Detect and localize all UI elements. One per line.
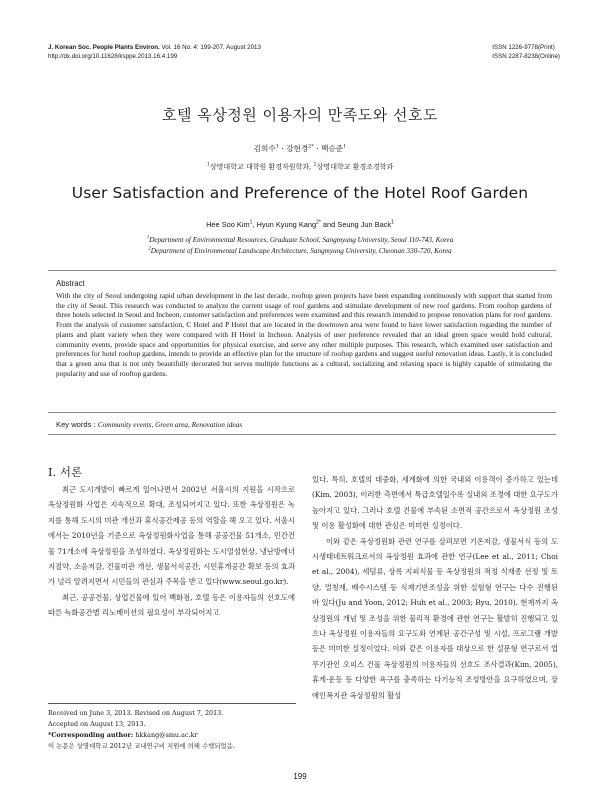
aff-sup: 2 [148, 246, 151, 252]
page-number: 199 [293, 772, 307, 781]
doi-link[interactable]: http://dx.doi.org/10.11628/ksppe.2013.16.4.199 [48, 53, 178, 60]
body-paragraph: 이와 같은 옥상정원화 관련 연구를 살펴보면 기온저감, 생물서식 등의 도시생태네트워크로서의 옥상정원 효과에 관한 연구(Lee et al., 2011; Choi et al., 2004), 세덤류, 상록 지피식물 등 옥상정원의 적정 식재종 선정 및 토양, 멀칭재, 배수시스템 등 식재기반조성을 위한 실험형 연구는 다수 진행된 바 있다(Ju and Yoon, 2012; Huh et al., 2003; Ryu, 2010). 현재까지 옥상정원의 개념 및 조성을 위한 물리적 환경에 관한 연구는 활발히 진행되고 있으나 옥상정원 이용자들의 요구도와 연계된 공간구성 및 시설, 프로그램 개발 등은 미미한 실정이었다. 이와 같은 이용자를 대상으로 한 설문형 연구로서 업무기관인 오피스 건물 옥상정원의 이용자들의 선호도 조사결과(Kim, 2005), 휴게·운동 등 다양한 욕구를 충족하는 다기능적 조성방안을 요구하였으며, 장애인복지관 옥상정원의 활성 [312, 536, 558, 700]
author-en: Seung Jun Back [337, 220, 392, 229]
volume-info: Vol. 16 No. 4: 199-207, August 2013 [161, 44, 261, 51]
affiliation-en-line [0, 235, 600, 246]
affiliation-ko: 상명대학교 대학원 환경자원학과, [209, 163, 314, 171]
footnote-rule [48, 703, 296, 704]
title-english: User Satisfaction and Preference of the Hotel Roof Garden [71, 184, 529, 202]
affiliation-en-line [0, 246, 600, 257]
affiliation-ko: 상명대학교 환경조경학과 [316, 163, 394, 171]
author-joiner: , [252, 220, 257, 229]
aff-sup: 1 [146, 235, 150, 241]
author-ko: 백승준 [321, 144, 344, 153]
keywords-top-rule [48, 412, 556, 413]
keywords-bottom-rule [48, 434, 556, 435]
affiliation-en: Department of Environmental Resources, Graduate School, Sangmyung University, Seoul 110-743, Korea [149, 236, 454, 244]
funding-note: 이 논문은 상명대학교 2012년 교내연구비 지원에 의해 수행되었음. [48, 742, 235, 750]
author-ko: 김희수 [253, 144, 276, 153]
issn-block [492, 43, 560, 61]
keywords-value: Community events, Green area, Renovation ideas [97, 420, 243, 429]
section-heading: Ⅰ. 서론 [48, 465, 83, 479]
affiliations-korean [0, 162, 600, 172]
author-sup: 1 [249, 219, 253, 226]
author-sup: 2* [308, 143, 314, 150]
author-sup: 1 [343, 143, 347, 150]
keywords-label: Key words : [56, 420, 98, 429]
keywords-line [56, 420, 242, 429]
abstract-heading: Abstract [56, 279, 85, 288]
author-sup: 1 [391, 219, 394, 226]
author-sup: 2* [316, 219, 321, 226]
authors-korean [0, 143, 600, 154]
author-joiner: and [320, 220, 338, 229]
received-date: Received on June 3, 2013. Revised on August 7, 2013. [48, 709, 224, 717]
issn-print: ISSN 1226-9778(Print) [492, 44, 555, 51]
corresponding-label: *Corresponding author: [48, 731, 136, 739]
title-korean: 호텔 옥상정원 이용자의 만족도와 선호도 [162, 106, 438, 124]
abstract-body: With the city of Seoul undergoing rapid urban development in the last decade, rooftop green projects have been expanding continuously with support that started from the city of Seoul. This research was conducted to analyze the current usage of roof gardens and stimulate development of new roof gardens. From rooftop gardens of three hotels selected in Seoul and Incheon, customer satisfaction and preferences were examined and this research intended to propose renovation plans for roof gardens. From the analysis of customer satisfaction, C Hotel and P Hotel that are located in the downtown area were found to have lower satisfaction regarding the number of plants and plant variety when they were compared with H Hotel in Incheon. Analysis of user preference revealed that an ideal green space would hold cultural, community events, provide space and opportunities for physical exercise, and serve any other multiple purposes. This research, which examined user satisfaction and preferences for hotel rooftop gardens, intends to provide an effective plan for the structure of rooftop gardens and suggest useful renovation ideas. Lastly, it is concluded that a green area that is not only beautifully decorated but serves multiple functions as a cultural, socializing and relaxing space is highly capable of stimulating the popularity and use of rooftop gardens. [56, 291, 552, 378]
body-column-right [312, 472, 558, 703]
accepted-date: Accepted on August 13, 2013. [48, 720, 146, 728]
issn-online: ISSN 2287-8238(Online) [492, 53, 560, 60]
aff-sup: 2 [313, 161, 317, 168]
abstract-top-rule [48, 270, 556, 271]
authors-english [0, 220, 600, 229]
body-paragraph: 최근, 공공건물, 상업건물에 있어 백화점, 호텔 등은 이용자들의 선호도에 따른 녹화공간별 리노베이션의 필요성이 부각되어지고 [48, 592, 295, 618]
body-column-left [48, 482, 295, 621]
footnotes [48, 708, 235, 752]
author-en: Hyun Kyung Kang [256, 220, 317, 229]
affiliation-en: Department of Environmental Landscape Architecture, Sangmyung University, Cheonan 330-720, Korea [150, 246, 452, 255]
author-separator: · [278, 144, 287, 153]
author-ko: 강현경 [286, 144, 309, 153]
corresponding-email[interactable]: hkkang@smu.ac.kr [135, 731, 198, 739]
aff-sup: 1 [206, 161, 210, 168]
body-paragraph: 있다. 특히, 호텔의 대중화, 세계화에 의한 국내외 이용객이 증가하고 있는데(Kim, 2003), 이러한 측면에서 특급호텔일수록 실내외 조경에 대한 요구도가 높아지고 있다. 그러나 호텔 건물에 부속된 소면적 공간으로서 옥상정원 조성 및 이용 활성화에 대한 관심은 미미한 실정이다. [312, 475, 558, 531]
journal-name: J. Korean Soc. People Plants Environ. [48, 44, 160, 51]
corresponding-author [48, 730, 235, 741]
author-en: Hee Soo Kim [206, 220, 250, 229]
body-paragraph: 최근 도시개발이 빠르게 일어나면서 2002년 서울시의 지원을 시작으로 옥상정원화 사업은 지속적으로 확대, 조성되어지고 있다. 또한 옥상정원은 녹지를 통해 도시의 미관 개선과 휴식공간제공 등의 역할을 해 오고 있다. 서울시에서는 2010년을 기준으로 옥상정원화사업을 통해 공공건물 51개소, 민간건물 71개소에 옥상정원을 조성하였다. 옥상정원화는 도시열섬현상, 냉난방에너지절약, 소음저감, 건물미관 개선, 생물서식공간, 시민휴게공간 확보 등의 효과가 널리 알려지면서 시민들의 관심과 주목을 받고 있다(www.seoul.go.kr). [48, 485, 295, 587]
affiliations-english [0, 235, 600, 256]
author-separator: · [313, 144, 322, 153]
journal-header [48, 43, 261, 61]
author-sup: 1 [275, 143, 279, 150]
